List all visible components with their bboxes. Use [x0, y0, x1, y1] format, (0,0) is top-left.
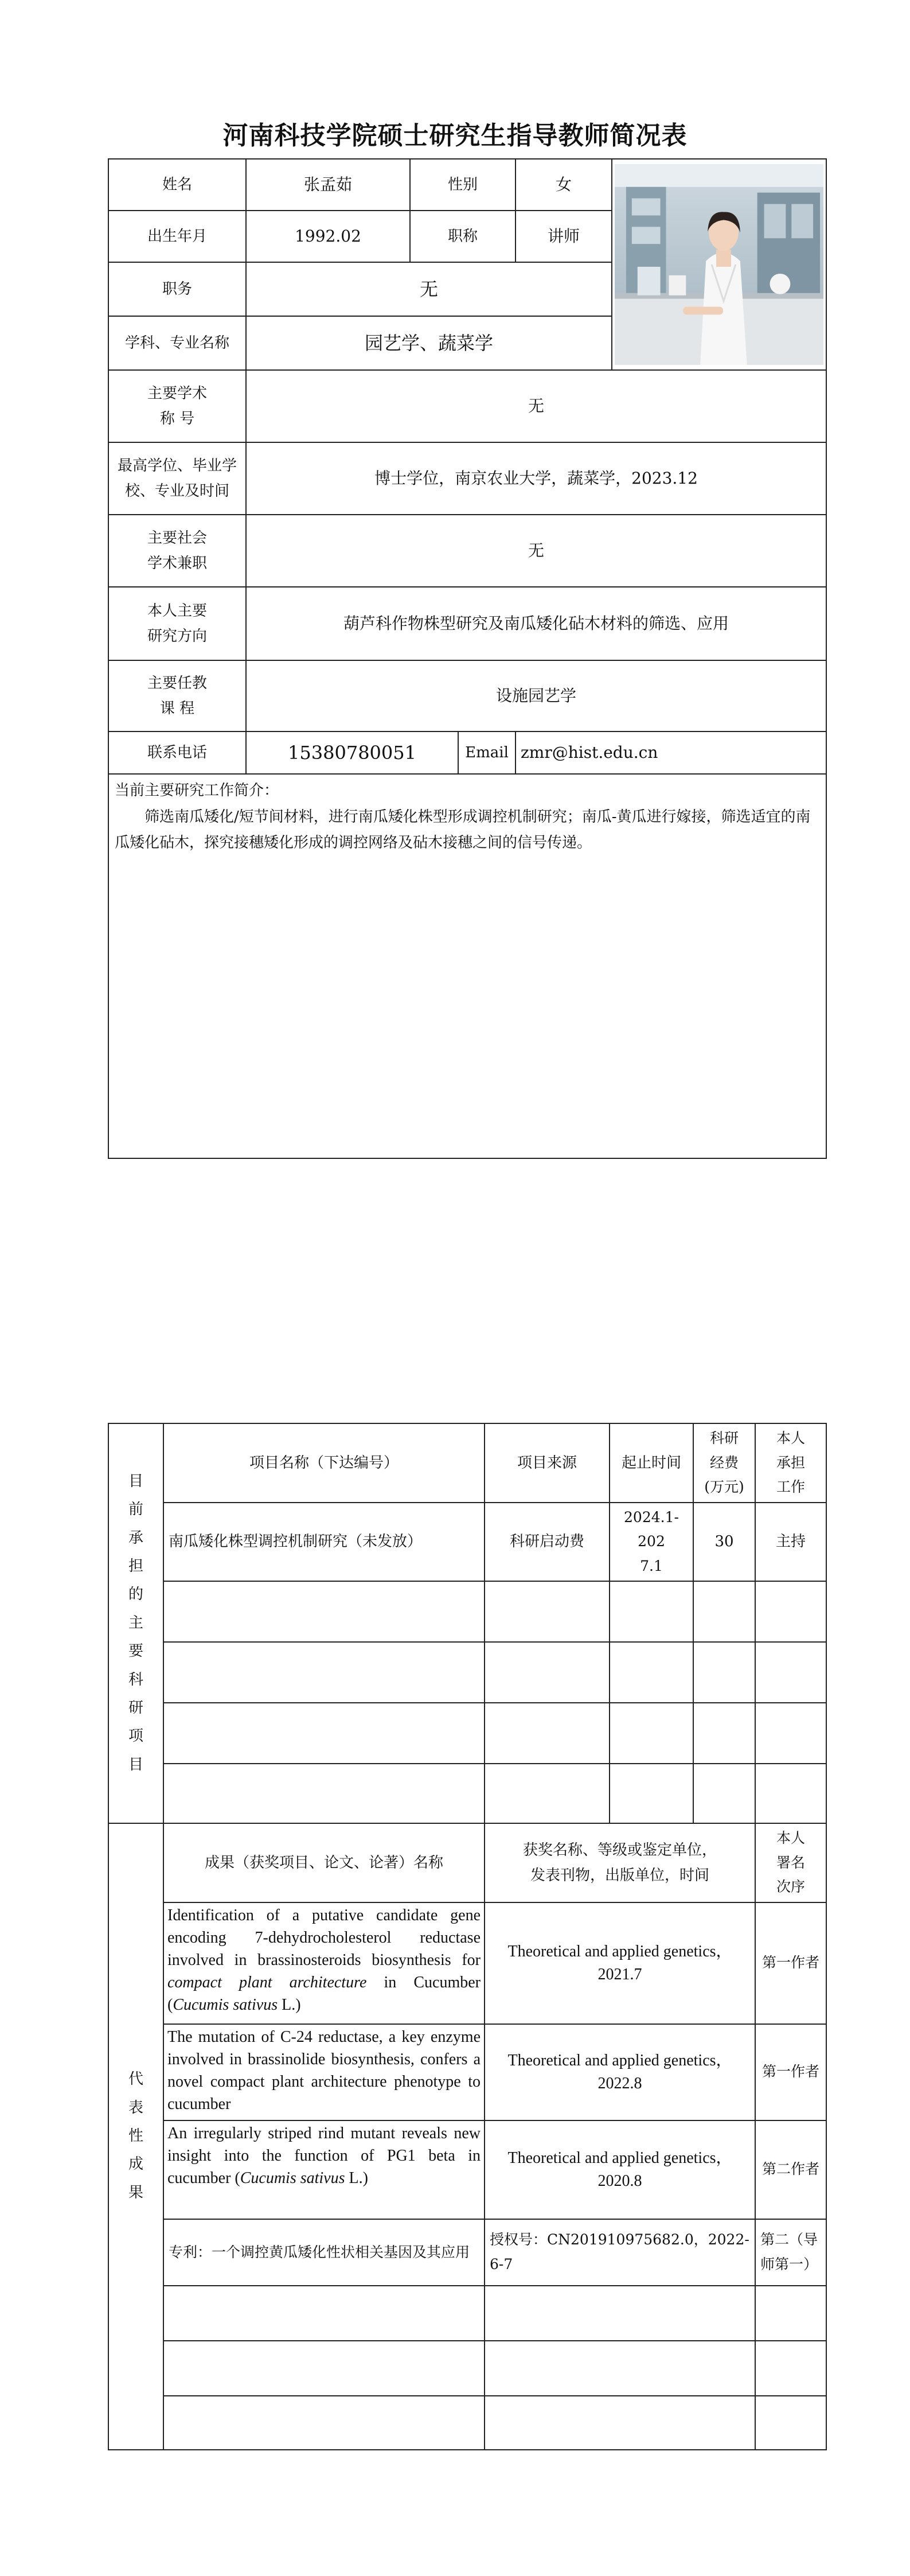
course-label: 主要任教 课 程: [108, 660, 246, 731]
research-direction-value: 葫芦科作物株型研究及南瓜矮化砧木材料的筛选、应用: [246, 587, 826, 660]
achievement-venue: 授权号：CN201910975682.0，2022-6-7: [485, 2219, 755, 2286]
project-row-empty: [108, 1642, 826, 1703]
project-name: 南瓜矮化株型调控机制研究（未发放）: [163, 1503, 485, 1582]
name-value: 张孟茹: [246, 159, 410, 211]
profile-table: [108, 158, 827, 1159]
social-role-label: 主要社会 学术兼职: [108, 515, 246, 587]
project-period-header: 起止时间: [610, 1423, 693, 1503]
project-name-header: 项目名称（下达编号）: [163, 1423, 485, 1503]
gender-value: 女: [515, 159, 612, 211]
phone-value: 15380780051: [246, 731, 458, 774]
portrait-photo: [612, 159, 826, 370]
achievement-row-empty: [108, 2396, 826, 2450]
achievement-order: 第二（导 师第一）: [755, 2219, 826, 2286]
birth-value: 1992.02: [246, 211, 410, 262]
projects-achievements-table: [108, 1423, 827, 2450]
achievement-row: [108, 2024, 826, 2120]
achievement-venue: Theoretical and applied genetics， 2022.8: [485, 2024, 755, 2120]
achievement-row-empty: [108, 2341, 826, 2396]
title-label: 职称: [410, 211, 515, 262]
degree-label: 最高学位、毕业学 校、专业及时间: [108, 442, 246, 515]
position-value: 无: [246, 262, 612, 316]
achievements-side-label: 代 表 性 成 果: [108, 1823, 163, 2450]
achievement-venue-header: 获奖名称、等级或鉴定单位， 发表刊物，出版单位，时间: [485, 1823, 755, 1902]
project-source-header: 项目来源: [485, 1423, 610, 1503]
achievement-order: 第二作者: [755, 2120, 826, 2219]
project-row-empty: [108, 1581, 826, 1642]
achievement-row-empty: [108, 2286, 826, 2341]
name-label: 姓名: [108, 159, 246, 211]
summary-heading: 当前主要研究工作简介：: [115, 782, 279, 799]
achievement-order-header: 本人 署名 次序: [755, 1823, 826, 1902]
achievement-title: 专利：一个调控黄瓜矮化性状相关基因及其应用: [163, 2219, 485, 2286]
research-summary: [108, 774, 826, 1158]
project-period: 2024.1-202 7.1: [610, 1503, 693, 1582]
research-direction-label: 本人主要 研究方向: [108, 587, 246, 660]
project-row-empty: [108, 1703, 826, 1764]
achievement-row: [108, 2219, 826, 2286]
summary-text: 筛选南瓜矮化/短节间材料，进行南瓜矮化株型形成调控机制研究；南瓜-黄瓜进行嫁接，筛选适宜的南瓜矮化砧木，探究接穗矮化形成的调控网络及砧木接穗之间的信号传递。: [115, 808, 811, 851]
achievement-row: [108, 1902, 826, 2024]
email-label: Email: [458, 731, 515, 774]
achievement-name-header: 成果（获奖项目、论文、论著）名称: [163, 1823, 485, 1902]
achievement-title: An irregularly striped rind mutant reveals new insight into the function of PG1 beta in cucumber (Cucumis sativus L.): [163, 2120, 485, 2219]
projects-side-label: 目 前 承 担 的 主 要 科 研 项 目: [108, 1423, 163, 1823]
achievement-row: [108, 2120, 826, 2219]
achievement-order: 第一作者: [755, 2024, 826, 2120]
page-title: 河南科技学院硕士研究生指导教师简况表: [222, 121, 688, 150]
email-value: zmr@hist.edu.cn: [515, 731, 826, 774]
degree-value: 博士学位，南京农业大学，蔬菜学，2023.12: [246, 442, 826, 515]
title-value: 讲师: [515, 211, 612, 262]
achievement-order: 第一作者: [755, 1902, 826, 2024]
project-funding: 30: [693, 1503, 755, 1582]
academic-title-value: 无: [246, 370, 826, 442]
project-role: 主持: [755, 1503, 826, 1582]
gender-label: 性别: [410, 159, 515, 211]
project-row-empty: [108, 1764, 826, 1823]
achievement-venue: Theoretical and applied genetics， 2020.8: [485, 2120, 755, 2219]
project-role-header: 本人 承担 工作: [755, 1423, 826, 1503]
major-value: 园艺学、蔬菜学: [246, 316, 612, 370]
academic-title-label: 主要学术 称 号: [108, 370, 246, 442]
portrait-image: [615, 164, 823, 365]
achievement-title: The mutation of C-24 reductase, a key enzyme involved in brassinolide biosynthesis, confers a novel compact plant architecture phenotype to cucumber: [163, 2024, 485, 2120]
major-label: 学科、专业名称: [108, 316, 246, 370]
social-role-value: 无: [246, 515, 826, 587]
achievement-title: Identification of a putative candidate gene encoding 7-dehydrocholesterol reductase involved in brassinosteroids biosynthesis for compact plant architecture in Cucumber (Cucumis sativus L.): [163, 1902, 485, 2024]
project-row: [108, 1503, 826, 1582]
course-value: 设施园艺学: [246, 660, 826, 731]
achievement-venue: Theoretical and applied genetics， 2021.7: [485, 1902, 755, 2024]
birth-label: 出生年月: [108, 211, 246, 262]
project-funding-header: 科研 经费 (万元): [693, 1423, 755, 1503]
position-label: 职务: [108, 262, 246, 316]
project-source: 科研启动费: [485, 1503, 610, 1582]
phone-label: 联系电话: [108, 731, 246, 774]
